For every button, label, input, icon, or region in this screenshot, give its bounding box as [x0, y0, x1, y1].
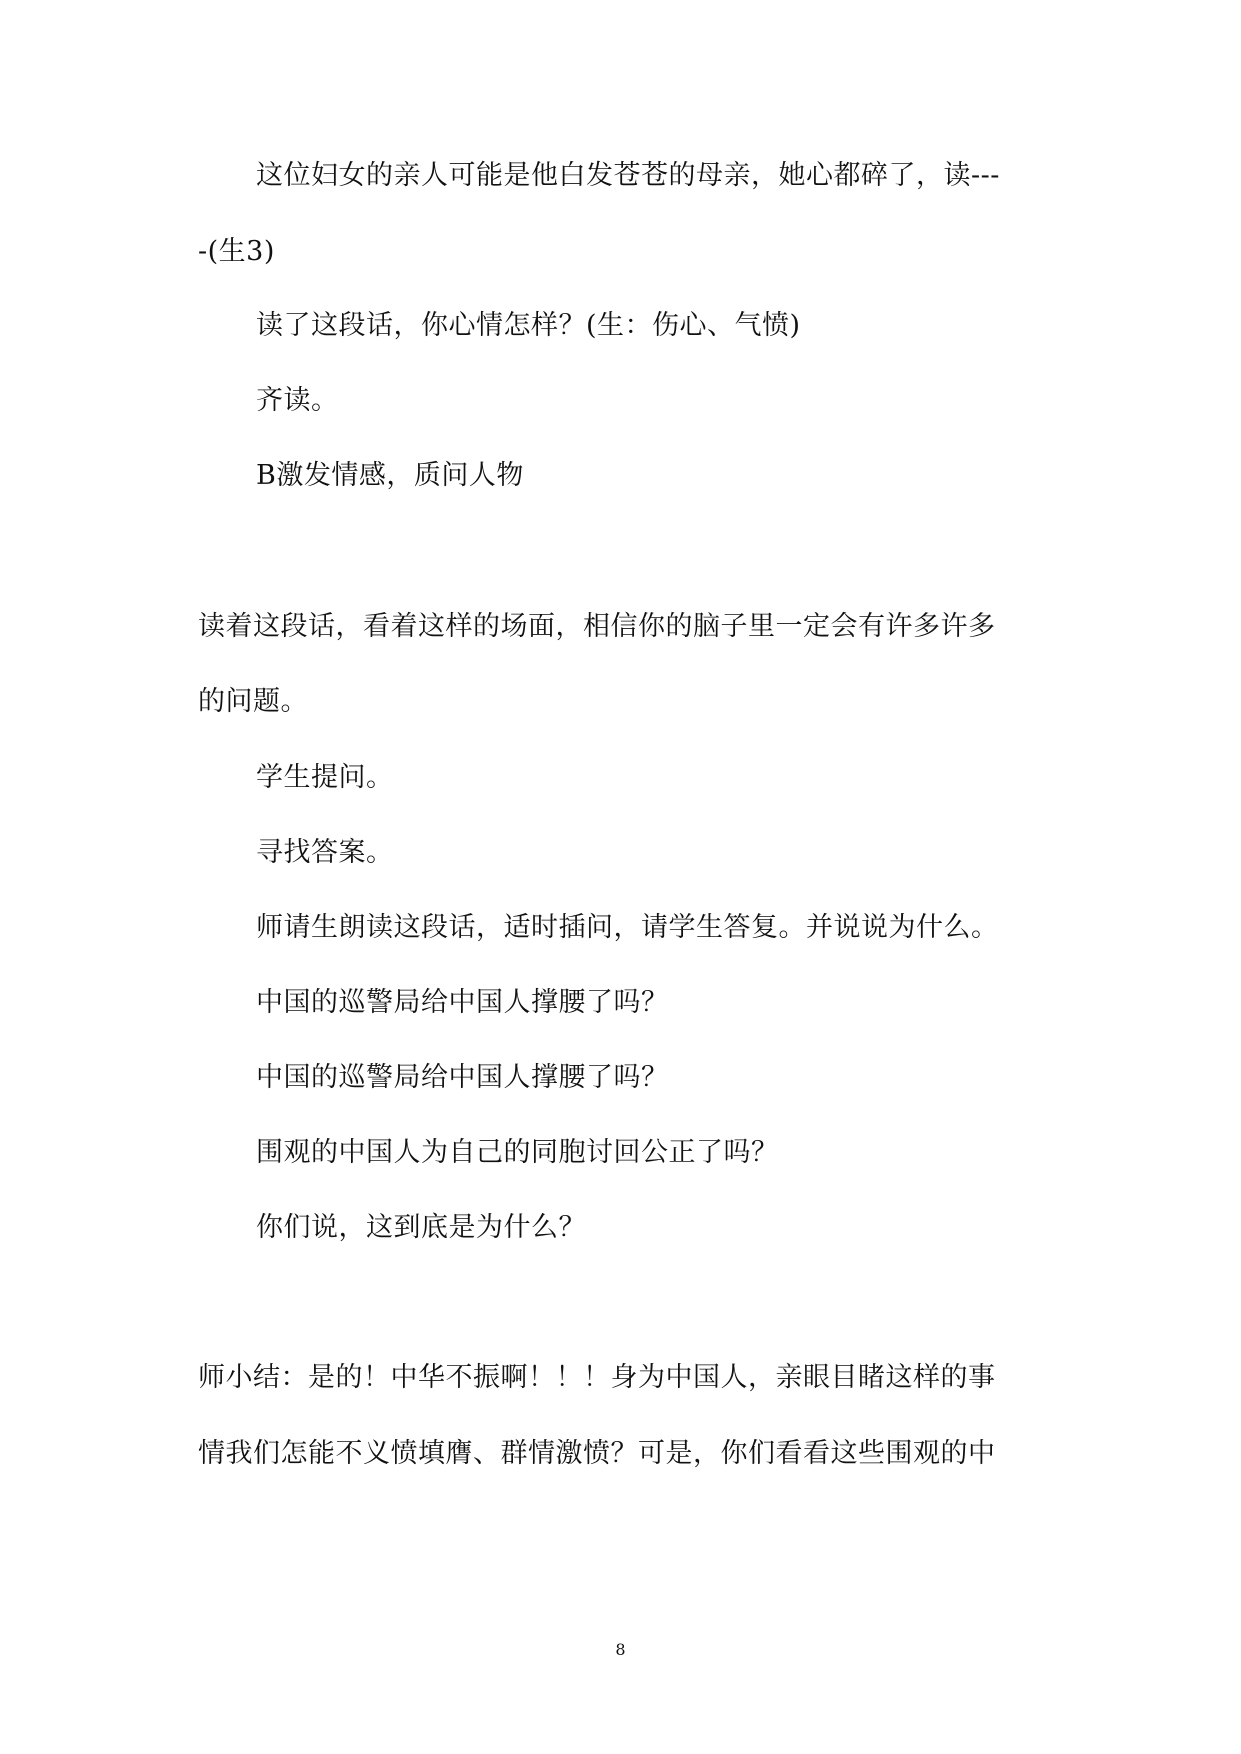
- paragraph-line: 读着这段话，看着这样的场面，相信你的脑子里一定会有许多许多: [198, 611, 996, 642]
- paragraph-line: 情我们怎能不义愤填膺、群情激愤？可是，你们看看这些围观的中: [198, 1438, 996, 1469]
- paragraph-line: 围观的中国人为自己的同胞讨回公正了吗？: [256, 1137, 779, 1168]
- paragraph-line: 你们说，这到底是为什么？: [256, 1212, 586, 1243]
- page-number: 8: [615, 1640, 626, 1659]
- paragraph-line: 的问题。: [198, 686, 308, 717]
- paragraph-line: 寻找答案。: [256, 837, 394, 868]
- paragraph-line: 读了这段话，你心情怎样？(生：伤心、气愤): [256, 310, 801, 341]
- paragraph-line: 中国的巡警局给中国人撑腰了吗？: [256, 987, 669, 1018]
- section-subheading: B激发情感，质问人物: [256, 460, 524, 491]
- paragraph-line: 这位妇女的亲人可能是他白发苍苍的母亲，她心都碎了，读---: [256, 160, 1000, 191]
- paragraph-line: 学生提问。: [256, 762, 394, 793]
- paragraph-line: 师小结：是的！中华不振啊！！！身为中国人，亲眼目睹这样的事: [198, 1362, 996, 1393]
- paragraph-line: -(生3): [198, 236, 275, 267]
- paragraph-line: 师请生朗读这段话，适时插问，请学生答复。并说说为什么。: [256, 912, 999, 943]
- paragraph-line: 中国的巡警局给中国人撑腰了吗？: [256, 1062, 669, 1093]
- paragraph-line: 齐读。: [256, 385, 339, 416]
